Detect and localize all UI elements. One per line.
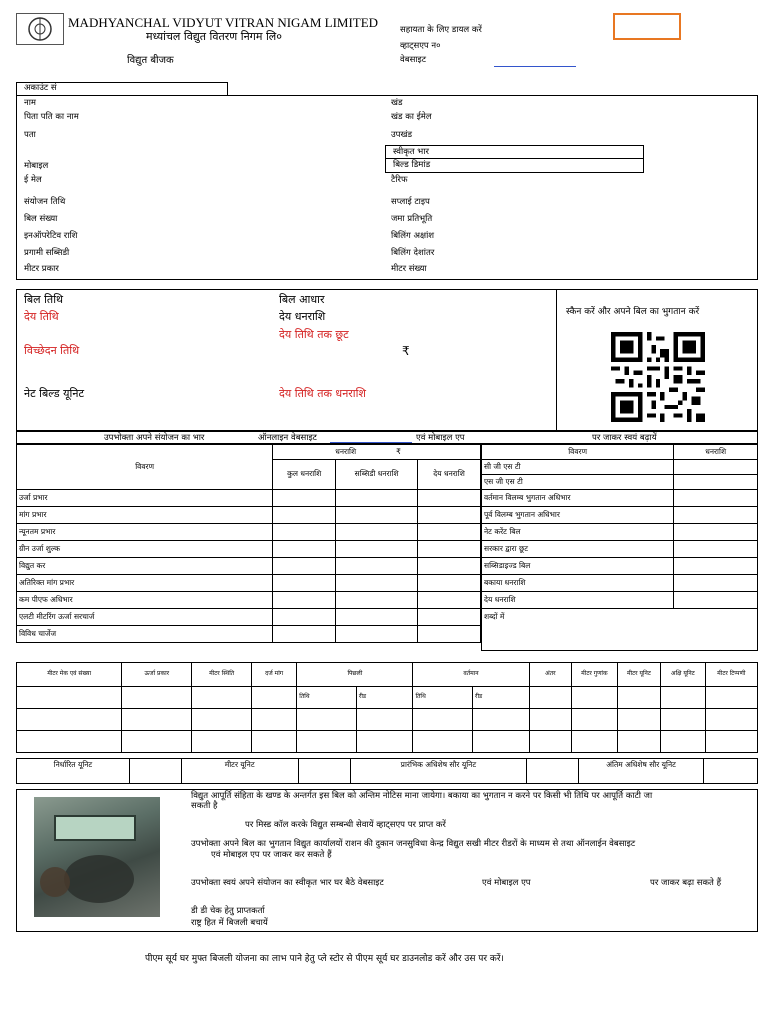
notice-line-1: विद्युत आपूर्ति संहिता के खण्ड के अन्तर्गत इस बिल को अन्तिम नोटिस माना जायेगा। बकाया का भुगतान न करने पर किसी भी तिथि पर आपूर्ति काटी जा [191,791,653,801]
connection-date-label: संयोजन तिथि [24,197,66,207]
current-read-label: रीड [473,687,530,709]
father-husband-name-label: पिता पति का नाम [24,112,79,122]
right-charge-label: पूर्व विलम्ब भुगतान अधिभार [482,507,674,524]
load-line-text-1: उपभोक्ता अपने संयोजन का भार [104,433,205,443]
right-charge-label: एस जी एस टी [482,475,674,490]
load-line-text-2: ऑनलाइन वेबसाइट [258,433,317,443]
mobile-label: मोबाइल [24,161,49,171]
self-load-increase-1: उपभोक्ता स्वयं अपने संयोजन का स्वीकृत भार घर बैठे वेबसाइट [191,878,384,888]
charges-amount-header: धनराशि [335,446,357,456]
solar-meter-unit-label: मीटर यूनिट [181,759,298,784]
payment-channels-line: उपभोक्ता अपने बिल का भुगतान विद्युत कार्यालयों राशन की दुकान जनसुविधा केन्द्र विद्युत सखी मीटर रीडरों के माध्यम से तथा ऑनलाईन वेबसाइट [191,839,636,849]
billed-demand-label: बिल्ड डिमांड [393,160,431,170]
bill-amount-box [613,13,681,40]
solar-units-table [16,758,758,784]
account-number-label: अकाउंट सं [24,83,57,93]
help-dial-label: सहायता के लिए डायल करें [400,25,482,35]
bill-title: विद्युत बीजक [127,55,174,66]
right-charge-label: सी जी एस टी [482,460,674,475]
website-label: वेबसाइट [400,55,426,65]
self-load-increase-2: एवं मोबाइल एप [482,878,531,888]
sanctioned-load-label: स्वीकृत भार [393,147,429,157]
bill-basis-label: बिल आधार [279,293,325,306]
whatsapp-label: व्हाट्सएप न० [400,41,441,51]
company-name-english: MADHYANCHAL VIDYUT VITRAN NIGAM LIMITED [68,15,379,30]
billing-longitude-label: बिलिंग देशांतर [391,248,435,258]
supply-type-label: सप्लाई टाइप [391,197,430,207]
self-load-increase-3: पर जाकर बढ़ा सकते हैं [650,878,722,888]
right-charge-label: सरकार द्वारा छूट [482,541,674,558]
meter-reading-table [16,662,758,753]
charge-row-label: ग्रीन उर्जा शुल्क [17,541,273,558]
right-charge-label: वर्तमान विलम्ब भुगतान अधिभार [482,490,674,507]
right-desc-header: विवरण [482,445,674,460]
rebate-till-due-label: देय तिथि तक छूट [279,328,349,341]
amount-till-due-label: देय तिथि तक धनराशि [279,387,366,400]
load-line-text-4: पर जाकर स्वयं बढ़ायें [592,433,657,443]
bill-date-label: बिल तिथि [24,293,64,306]
charge-row-label: कम पीएफ अधिभार [17,592,273,609]
assessed-unit-header: अक्षि यूनिट [661,663,705,687]
previous-reading-header: पिछली [297,663,413,687]
inoperative-amount-label: इनऑपरेटिव राशि [24,231,78,241]
net-billed-units-label: नेट बिल्ड यूनिट [24,387,85,400]
charge-row-label: एलटी मीटरिंग ऊर्जा सरचार्ज [17,609,273,626]
meter-number-label: मीटर संख्या [391,264,427,274]
billing-latitude-label: बिलिंग अक्षांश [391,231,435,241]
meter-photo [34,797,160,917]
meter-type-label: मीटर प्रकार [24,264,59,274]
division-email-label: खंड का ईमेल [391,112,432,122]
company-name-hindi: मध्यांचल विद्युत वितरण निगम लि० [146,30,282,43]
charges-desc-header: विवरण [17,445,273,490]
meter-unit-header: मीटर यूनिट [617,663,661,687]
company-logo [16,13,64,45]
charges-rupee-symbol: ₹ [396,446,401,456]
missed-call-line: पर मिस्ड कॉल करके विद्युत सम्बन्धी सेवायें व्हाट्सएप पर प्राप्त करें [245,820,446,830]
charge-row-label: विविध चार्जेज [17,626,273,643]
right-charge-label: सब्सिडाइज्ड बिल [482,558,674,575]
right-amount-header: धनराशि [674,445,758,460]
pm-surya-ghar-footer: पीएम सूर्य घर मुफ्त बिजली योजना का लाभ पाने हेतु प्ले स्टोर से पीएम सूर्य घर डाउनलोड करें और उस पर करें। [145,954,504,964]
amount-in-words-label: शब्दों में [482,609,758,651]
charges-table-right [481,444,758,651]
load-website-link[interactable] [330,442,412,443]
recorded-demand-header: दर्ज मांग [252,663,297,687]
website-link[interactable] [494,66,576,67]
previous-read-label: रीड [356,687,413,709]
load-line-text-3: एवं मोबाइल एप [416,433,465,443]
difference-header: अंतर [529,663,572,687]
scan-and-pay-label: स्कैन करें और अपने बिल का भुगतान करें [566,307,700,317]
security-deposit-label: जमा प्रतिभूति [391,214,433,224]
progressive-subsidy-label: प्रगामी सब्सिडी [24,248,70,258]
current-reading-header: वर्तमान [413,663,529,687]
email-label: ई मेल [24,175,42,185]
tariff-label: टैरिफ [391,175,408,185]
right-charge-label: बकाया धनराशि [482,575,674,592]
rupee-symbol: ₹ [402,344,410,358]
meter-multiplier-header: मीटर गुणांक [572,663,618,687]
save-electricity-line: राष्ट्र हित में बिजली बचायें [191,918,268,928]
disconnection-date-label: विच्छेदन तिथि [24,344,80,357]
name-label: नाम [24,98,37,108]
bill-number-label: बिल संख्या [24,214,58,224]
right-charge-label: नेट करेंट बिल [482,524,674,541]
charge-row-label: अतिरिक्त मांग प्रभार [17,575,273,592]
charge-row-label: विद्युत कर [17,558,273,575]
meter-remark-header: मीटर टिप्पणी [705,663,757,687]
meter-make-header: मीटर मेक एवं संख्या [17,663,122,687]
initial-surplus-solar-label: प्रारंभिक अधिशेष सौर यूनिट [350,759,527,784]
right-charge-label: देय धनराशि [482,592,674,609]
notice-line-2: सकती है [191,801,218,811]
due-amount-label: देय धनराशि [279,310,326,323]
charge-row-label: उर्जा प्रभार [17,490,273,507]
division-label: खंड [391,98,403,108]
charge-row-label: न्यूनतम प्रभार [17,524,273,541]
subdivision-label: उपखंड [391,130,412,140]
payment-qr-code[interactable] [611,332,705,422]
total-amount-header: कुल धनराशि [273,460,336,490]
previous-date-label: तिथि [297,687,357,709]
energy-type-header: ऊर्जा प्रकार [122,663,192,687]
payable-amount-header: देय धनराशि [418,460,481,490]
account-details-box [16,95,758,280]
subsidy-amount-header: सब्सिडी धनराशि [336,460,418,490]
payment-channels-line-2: एवं मोबाइल एप पर जाकर कर सकते हैं [211,850,332,860]
assessed-unit-label: निर्धारित यूनिट [17,759,130,784]
address-label: पता [24,130,36,140]
current-date-label: तिथि [413,687,473,709]
charges-table-left [16,444,481,643]
meter-status-header: मीटर स्थिति [192,663,252,687]
final-surplus-solar-label: अंतिम अधिशेष सौर यूनिट [579,759,704,784]
dd-cheque-payee: डी डी चेक हेतु प्राप्तकर्ता [191,906,265,916]
due-date-label: देय तिथि [24,310,59,323]
charge-row-label: मांग प्रभार [17,507,273,524]
summary-divider [556,289,557,431]
